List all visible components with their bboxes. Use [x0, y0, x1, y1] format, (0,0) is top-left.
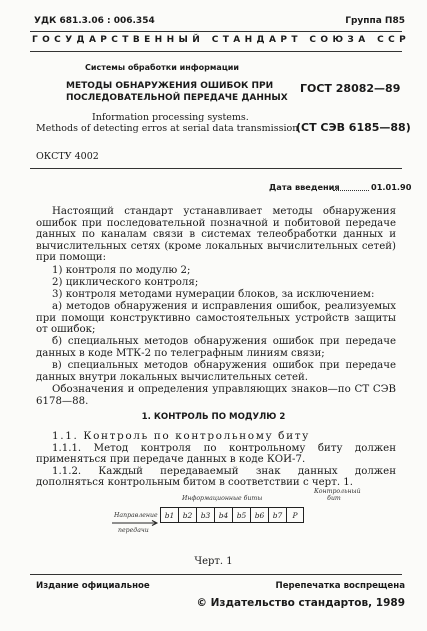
- intro-date-leader: [333, 190, 369, 191]
- paragraph-definitions: Обозначения и определения управляющих знаков—по СТ СЭВ 6178—88.: [36, 384, 396, 407]
- paragraph-scope: Настоящий стандарт устанавливает методы обнаружения ошибок при последовательной позначной и побитовой передаче данных по каналам связи в системах телеобработки данных и вычислительных сетях (кроме локальных вычислительных сетей) при помощи:: [36, 206, 396, 264]
- standard-title: ГОСУДАРСТВЕННЫЙ СТАНДАРТ СОЮЗА ССР: [32, 35, 411, 45]
- english-title-line1: Information processing systems.: [92, 112, 249, 123]
- copyright-notice: © Издательство стандартов, 1989: [196, 597, 405, 609]
- intro-date-label: Дата введения: [269, 182, 340, 192]
- figure-bit-cells: [160, 507, 304, 523]
- bit-cell-4: b4: [214, 507, 232, 523]
- list-item-3: 3) контроля методами нумерации блоков, за исключением:: [52, 289, 375, 300]
- bit-cell-2: b2: [178, 507, 196, 523]
- bit-cell-5: b5: [232, 507, 250, 523]
- okstu-code: ОКСТУ 4002: [36, 151, 99, 162]
- bit-cell-1: b1: [160, 507, 178, 523]
- exception-a: а) методов обнаружения и исправления ошибок, реализуемых при помощи конструктивно самостоятельных устройств защиты от ошибок;: [36, 301, 396, 336]
- gost-number: ГОСТ 28082—89: [300, 82, 401, 95]
- st-sev-number: (СТ СЭВ 6185—88): [296, 121, 411, 134]
- group-code: Группа П85: [345, 16, 405, 26]
- subsection-1-1-heading: 1.1. Контроль по контрольному биту: [52, 430, 310, 442]
- footer-rule: [30, 574, 402, 575]
- udk-code: УДК 681.3.06 : 006.354: [34, 16, 155, 26]
- exception-b: б) специальных методов обнаружения ошибок при передаче данных в коде МТК-2 по телеграфным линиям связи;: [36, 336, 396, 359]
- figure-label-check-bit: Контрольный бит: [314, 488, 361, 502]
- doc-title-line2: ПОСЛЕДОВАТЕЛЬНОЙ ПЕРЕДАЧЕ ДАННЫХ: [66, 93, 288, 103]
- series-name: Системы обработки информации: [85, 63, 239, 72]
- bit-cell-7: b7: [268, 507, 286, 523]
- figure-caption: Черт. 1: [194, 556, 233, 567]
- intro-date-value: 01.01.90: [371, 182, 412, 192]
- figure-label-information-bits: Информационные биты: [182, 495, 263, 502]
- paragraph-1-1-2: 1.1.2. Каждый передаваемый знак данных должен дополняться контрольным битом в соответствии с черт. 1.: [36, 466, 396, 488]
- direction-arrow-icon: [110, 520, 160, 526]
- bit-cell-3: b3: [196, 507, 214, 523]
- header-rule-top: [30, 31, 402, 32]
- list-item-1: 1) контроля по модулю 2;: [52, 265, 191, 276]
- figure-label-direction: Направление: [114, 512, 158, 519]
- list-item-2: 2) циклического контроля;: [52, 277, 199, 288]
- paragraph-1-1-1: 1.1.1. Метод контроля по контрольному биту должен применяться при передаче данных в коде КОИ-7.: [36, 443, 396, 465]
- figure-label-transmission: передачи: [118, 527, 149, 534]
- english-title-line2: Methods of detecting erros at serial data transmission: [36, 123, 299, 134]
- reprint-notice: Перепечатка воспрещена: [275, 581, 405, 591]
- exception-c: в) специальных методов обнаружения ошибок при передаче данных внутри локальных вычислительных сетей.: [36, 360, 396, 383]
- bit-cell-8: P: [286, 507, 304, 523]
- header-rule-bottom: [30, 51, 402, 52]
- doc-title-line1: МЕТОДЫ ОБНАРУЖЕНИЯ ОШИБОК ПРИ: [66, 81, 274, 91]
- edition-official: Издание официальное: [36, 581, 150, 591]
- title-block-rule: [30, 168, 402, 169]
- section-1-heading: 1. КОНТРОЛЬ ПО МОДУЛЮ 2: [141, 412, 286, 422]
- bit-cell-6: b6: [250, 507, 268, 523]
